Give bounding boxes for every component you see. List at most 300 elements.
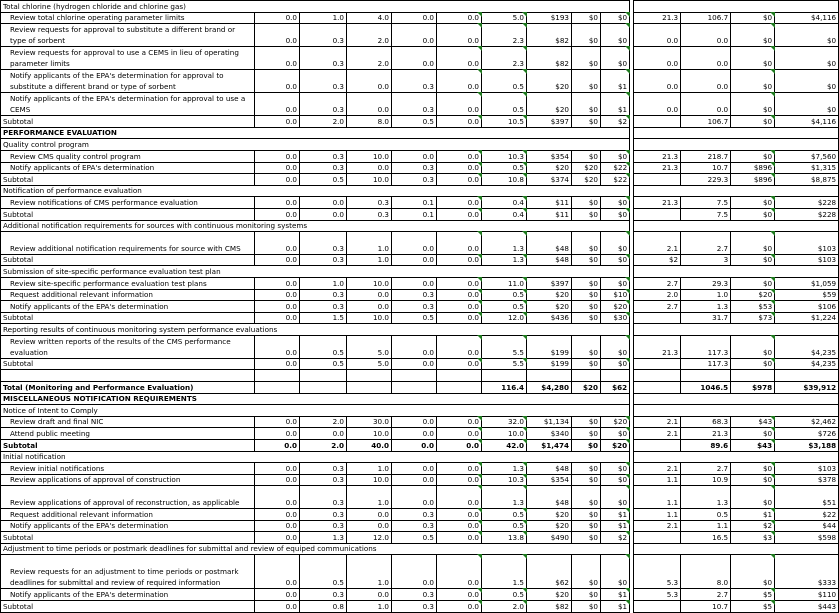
value-cell: $374 [527,174,572,186]
value-cell: $0 [572,532,601,544]
value-cell: 0.0 [255,428,300,440]
value-cell: 0.0 [437,428,482,440]
value-cell: $0 [572,335,601,358]
row-label: Review requests for approval to substitute a different brand or type of sorbent [1,24,255,47]
value-cell: $0 [601,555,630,589]
value-cell: $0 [572,150,601,162]
value-cell: 1.0 [300,12,347,24]
value-cell: $354 [527,474,572,486]
value-cell: 0.0 [634,47,681,70]
value-cell: 0.5 [300,358,347,370]
empty-cell [634,451,839,463]
value-cell: 0.0 [437,358,482,370]
value-cell: 2.1 [634,416,681,428]
table-row [1,289,839,301]
value-cell: 106.7 [681,12,731,24]
value-cell: $0 [601,24,630,47]
value-cell: $1 [601,70,630,93]
table-row [1,24,839,47]
row-label: Subtotal [1,440,255,452]
value-cell: 0.5 [392,312,437,324]
value-cell [437,370,482,382]
table-row [1,509,839,521]
value-cell [634,600,681,612]
value-cell: 0.0 [392,24,437,47]
value-cell: 0.0 [255,232,300,255]
value-cell: $0 [775,70,839,93]
value-cell: 0.0 [681,47,731,70]
value-cell: 0.0 [437,600,482,612]
value-cell: $20 [527,509,572,521]
value-cell: $0 [572,208,601,220]
value-cell: 2.0 [634,289,681,301]
value-cell: 0.0 [255,416,300,428]
value-cell: 0.3 [392,174,437,186]
row-label: Review applications of approval of construction [1,474,255,486]
value-cell: $0 [572,520,601,532]
value-cell: 218.7 [681,150,731,162]
value-cell: 42.0 [482,440,527,452]
row-label: Subtotal [1,532,255,544]
value-cell: 7.5 [681,197,731,209]
value-cell [255,370,300,382]
value-cell: 1.0 [347,232,392,255]
value-cell [634,440,681,452]
value-cell: 0.0 [634,24,681,47]
value-cell: $22 [775,509,839,521]
table-row [1,428,839,440]
value-cell: $726 [775,428,839,440]
value-cell [634,382,681,394]
value-cell: 1.1 [634,474,681,486]
row-label: Additional notification requirements for sources with continuous monitoring systems [1,220,630,232]
value-cell: $0 [775,93,839,116]
value-cell: $0 [572,12,601,24]
table-row [1,382,839,394]
value-cell: $20 [527,520,572,532]
value-cell [347,370,392,382]
value-cell: 0.0 [437,24,482,47]
row-label: Review requests for approval to use a CEMS in lieu of operating parameter limits [1,47,255,70]
row-label: Total chlorine (hydrogen chloride and chlorine gas) [1,1,630,13]
value-cell: 0.0 [255,150,300,162]
value-cell: 3 [681,254,731,266]
value-cell: 1.3 [482,486,527,509]
value-cell: 1.3 [482,232,527,255]
table-row [1,127,839,139]
value-cell: 0.0 [347,509,392,521]
value-cell: 2.0 [300,440,347,452]
value-cell: $1,224 [775,312,839,324]
value-cell: 1.1 [681,520,731,532]
value-cell: 0.0 [255,47,300,70]
value-cell: $59 [775,289,839,301]
value-cell: $193 [527,12,572,24]
value-cell: 0.0 [437,150,482,162]
table-row [1,312,839,324]
value-cell: $378 [775,474,839,486]
value-cell: 0.0 [392,232,437,255]
value-cell: $30 [601,312,630,324]
value-cell: $0 [731,428,775,440]
value-cell: $20 [572,382,601,394]
value-cell: $0 [572,358,601,370]
value-cell: 0.0 [437,474,482,486]
value-cell: 0.5 [392,116,437,128]
value-cell: $0 [731,150,775,162]
value-cell: 0.0 [255,509,300,521]
value-cell: 0.0 [392,486,437,509]
value-cell: $0 [572,474,601,486]
value-cell: 0.3 [300,486,347,509]
value-cell: $48 [527,463,572,475]
table-row [1,486,839,509]
value-cell: 0.3 [300,474,347,486]
value-cell: $0 [572,312,601,324]
value-cell: $0 [572,301,601,313]
value-cell: 0.0 [437,520,482,532]
value-cell: $978 [731,382,775,394]
table-row [1,185,839,197]
value-cell: 0.0 [255,474,300,486]
value-cell: 0.0 [437,301,482,313]
value-cell: 0.0 [347,70,392,93]
value-cell: $82 [527,47,572,70]
value-cell: 0.3 [300,301,347,313]
value-cell: 0.5 [482,301,527,313]
value-cell: 16.5 [681,532,731,544]
value-cell: $0 [601,486,630,509]
value-cell: $1 [601,520,630,532]
value-cell [634,116,681,128]
table-row [1,1,839,13]
row-label: Request additional relevant information [1,509,255,521]
value-cell: $1 [601,600,630,612]
value-cell: 21.3 [634,335,681,358]
value-cell: $436 [527,312,572,324]
value-cell: 0.3 [392,162,437,174]
empty-cell [634,185,839,197]
empty-cell [634,139,839,151]
value-cell: $0 [731,70,775,93]
table-row [1,150,839,162]
value-cell: 2.1 [634,463,681,475]
value-cell: 0.0 [347,289,392,301]
row-label: Notify applicants of the EPA's determination [1,589,255,601]
value-cell: 2.0 [300,416,347,428]
table-row [1,335,839,358]
value-cell: $103 [775,232,839,255]
value-cell: $0 [572,232,601,255]
value-cell: $0 [601,358,630,370]
empty-cell [634,220,839,232]
value-cell: 12.0 [347,532,392,544]
value-cell: $48 [527,486,572,509]
value-cell: $48 [527,254,572,266]
value-cell: 10.7 [681,162,731,174]
value-cell: 0.5 [482,93,527,116]
value-cell: 0.0 [634,70,681,93]
row-label: Adjustment to time periods or postmark deadlines for submittal and review of equiped communications [1,543,630,555]
value-cell: 0.3 [300,520,347,532]
value-cell: $0 [601,197,630,209]
value-cell: 0.3 [392,600,437,612]
value-cell: 0.3 [300,589,347,601]
value-cell: $4,235 [775,335,839,358]
value-cell: $1 [731,509,775,521]
value-cell: 10.0 [347,474,392,486]
value-cell [634,312,681,324]
value-cell: $0 [775,47,839,70]
value-cell: $0 [572,277,601,289]
value-cell: $110 [775,589,839,601]
value-cell: 1.3 [681,486,731,509]
value-cell: 13.8 [482,532,527,544]
row-label: Total (Monitoring and Performance Evaluation) [1,382,255,394]
value-cell: $53 [731,301,775,313]
value-cell: 21.3 [634,162,681,174]
value-cell [347,382,392,394]
value-cell: 2.7 [634,301,681,313]
value-cell: 0.0 [255,197,300,209]
value-cell: 0.0 [437,47,482,70]
value-cell: 0.3 [392,289,437,301]
value-cell: $51 [775,486,839,509]
value-cell: $1,474 [527,440,572,452]
table-row [1,266,839,278]
value-cell: 0.0 [255,162,300,174]
value-cell: $0 [572,555,601,589]
value-cell: 0.0 [437,289,482,301]
row-label: Review written reports of the results of the CMS performance evaluation [1,335,255,358]
empty-cell [634,393,839,405]
value-cell: 0.3 [300,70,347,93]
value-cell: 4.0 [347,12,392,24]
value-cell: $48 [527,232,572,255]
value-cell: 0.5 [392,532,437,544]
value-cell: 0.0 [437,463,482,475]
table-row [1,358,839,370]
value-cell: 0.0 [437,174,482,186]
value-cell: 0.3 [300,232,347,255]
value-cell: $0 [731,232,775,255]
value-cell: 1.3 [482,254,527,266]
value-cell: $397 [527,277,572,289]
row-label: Attend public meeting [1,428,255,440]
table-row [1,440,839,452]
value-cell: 1.0 [347,254,392,266]
value-cell: 0.0 [347,301,392,313]
value-cell: 11.0 [482,277,527,289]
value-cell [255,382,300,394]
value-cell: 0.0 [437,486,482,509]
table-row [1,174,839,186]
value-cell: $0 [601,463,630,475]
value-cell: $490 [527,532,572,544]
table-row [1,532,839,544]
value-cell: 1.1 [634,486,681,509]
value-cell: 0.0 [437,440,482,452]
table-row [1,416,839,428]
value-cell: 21.3 [634,150,681,162]
value-cell: 1.0 [347,555,392,589]
value-cell: 31.7 [681,312,731,324]
value-cell: 0.0 [300,428,347,440]
row-label: MISCELLANEOUS NOTIFICATION REQUIREMENTS [1,393,630,405]
value-cell: $106 [775,301,839,313]
value-cell: $0 [572,116,601,128]
row-label: Reporting results of continuous monitoring system performance evaluations [1,324,630,336]
row-label: Notice of Intent to Comply [1,405,630,417]
value-cell: 0.0 [255,174,300,186]
value-cell: $2 [731,520,775,532]
value-cell: 1.0 [347,486,392,509]
value-cell: 5.3 [634,555,681,589]
value-cell: $896 [731,174,775,186]
value-cell: $0 [572,486,601,509]
value-cell: $20 [601,416,630,428]
row-label: Subtotal [1,174,255,186]
value-cell: $598 [775,532,839,544]
value-cell: 0.0 [392,555,437,589]
value-cell: 68.3 [681,416,731,428]
value-cell: 0.8 [300,600,347,612]
value-cell: 0.5 [482,509,527,521]
table-row [1,208,839,220]
value-cell: 2.7 [681,232,731,255]
table-row [1,47,839,70]
empty-cell [634,266,839,278]
value-cell: 0.0 [437,509,482,521]
table-row [1,12,839,24]
value-cell: 89.6 [681,440,731,452]
value-cell: 0.0 [347,162,392,174]
value-cell: 0.0 [255,312,300,324]
value-cell: 29.3 [681,277,731,289]
value-cell: $4,280 [527,382,572,394]
table-row [1,451,839,463]
value-cell: 0.0 [392,335,437,358]
table-row [1,520,839,532]
row-label: Notify applicants of EPA's determination [1,162,255,174]
value-cell: 10.0 [347,312,392,324]
value-cell: 2.3 [482,24,527,47]
row-label: Review draft and final NIC [1,416,255,428]
value-cell: $0 [572,197,601,209]
value-cell: $0 [572,589,601,601]
value-cell: $0 [731,47,775,70]
value-cell: $0 [601,232,630,255]
value-cell: 0.3 [300,24,347,47]
value-cell: $0 [731,474,775,486]
value-cell: 0.5 [482,162,527,174]
table-row [1,393,839,405]
value-cell: 0.0 [392,440,437,452]
value-cell: 1.0 [347,463,392,475]
value-cell: $340 [527,428,572,440]
value-cell: $4,235 [775,358,839,370]
value-cell: 0.3 [347,208,392,220]
value-cell: 0.0 [437,335,482,358]
value-cell: 5.3 [634,589,681,601]
value-cell: $0 [601,474,630,486]
value-cell: 0.1 [392,197,437,209]
value-cell: $0 [601,12,630,24]
value-cell: 0.0 [437,555,482,589]
value-cell: 0.0 [437,312,482,324]
value-cell: 0.3 [347,197,392,209]
value-cell: 2.1 [634,232,681,255]
value-cell: 0.0 [437,162,482,174]
value-cell: 0.0 [392,277,437,289]
value-cell: 0.0 [255,116,300,128]
value-cell: 10.3 [482,474,527,486]
value-cell: 0.0 [437,93,482,116]
value-cell: $20 [527,93,572,116]
value-cell: $443 [775,600,839,612]
value-cell: 0.0 [255,520,300,532]
value-cell: 0.0 [255,70,300,93]
value-cell: 0.5 [482,589,527,601]
value-cell: 0.3 [300,162,347,174]
value-cell: 0.0 [392,358,437,370]
value-cell: 30.0 [347,416,392,428]
value-cell: 0.3 [300,93,347,116]
row-label: Review total chlorine operating parameter limits [1,12,255,24]
value-cell: 0.0 [392,254,437,266]
value-cell: $0 [572,428,601,440]
value-cell: 0.3 [392,70,437,93]
value-cell: 0.5 [681,509,731,521]
value-cell: 0.0 [255,289,300,301]
value-cell: $0 [731,208,775,220]
row-label: Notify applicants of the EPA's determination for approval to substitute a different brand or type of sorbent [1,70,255,93]
value-cell: 2.7 [681,463,731,475]
value-cell: 0.0 [437,208,482,220]
value-cell: $5 [731,589,775,601]
value-cell: 117.3 [681,358,731,370]
value-cell: $1 [601,589,630,601]
table-row [1,405,839,417]
value-cell: $103 [775,463,839,475]
value-cell [392,382,437,394]
value-cell: 0.0 [437,532,482,544]
value-cell: $0 [601,150,630,162]
row-label: Submission of site-specific performance evaluation test plan [1,266,630,278]
row-label: Review CMS quality control program [1,150,255,162]
row-label: Subtotal [1,254,255,266]
value-cell: 2.0 [347,47,392,70]
row-label: Review notifications of CMS performance evaluation [1,197,255,209]
value-cell: $0 [731,486,775,509]
value-cell: $103 [775,254,839,266]
value-cell: 0.0 [392,12,437,24]
value-cell: $0 [731,463,775,475]
table-row [1,220,839,232]
row-label: Initial notification [1,451,630,463]
value-cell: $2 [601,532,630,544]
value-cell: $11 [527,197,572,209]
value-cell [634,174,681,186]
value-cell: 0.1 [392,208,437,220]
value-cell: $896 [731,162,775,174]
value-cell: $0 [731,12,775,24]
value-cell: $0 [601,277,630,289]
value-cell: $2 [634,254,681,266]
value-cell: 8.0 [347,116,392,128]
value-cell: 10.7 [681,600,731,612]
value-cell: 1.3 [482,463,527,475]
